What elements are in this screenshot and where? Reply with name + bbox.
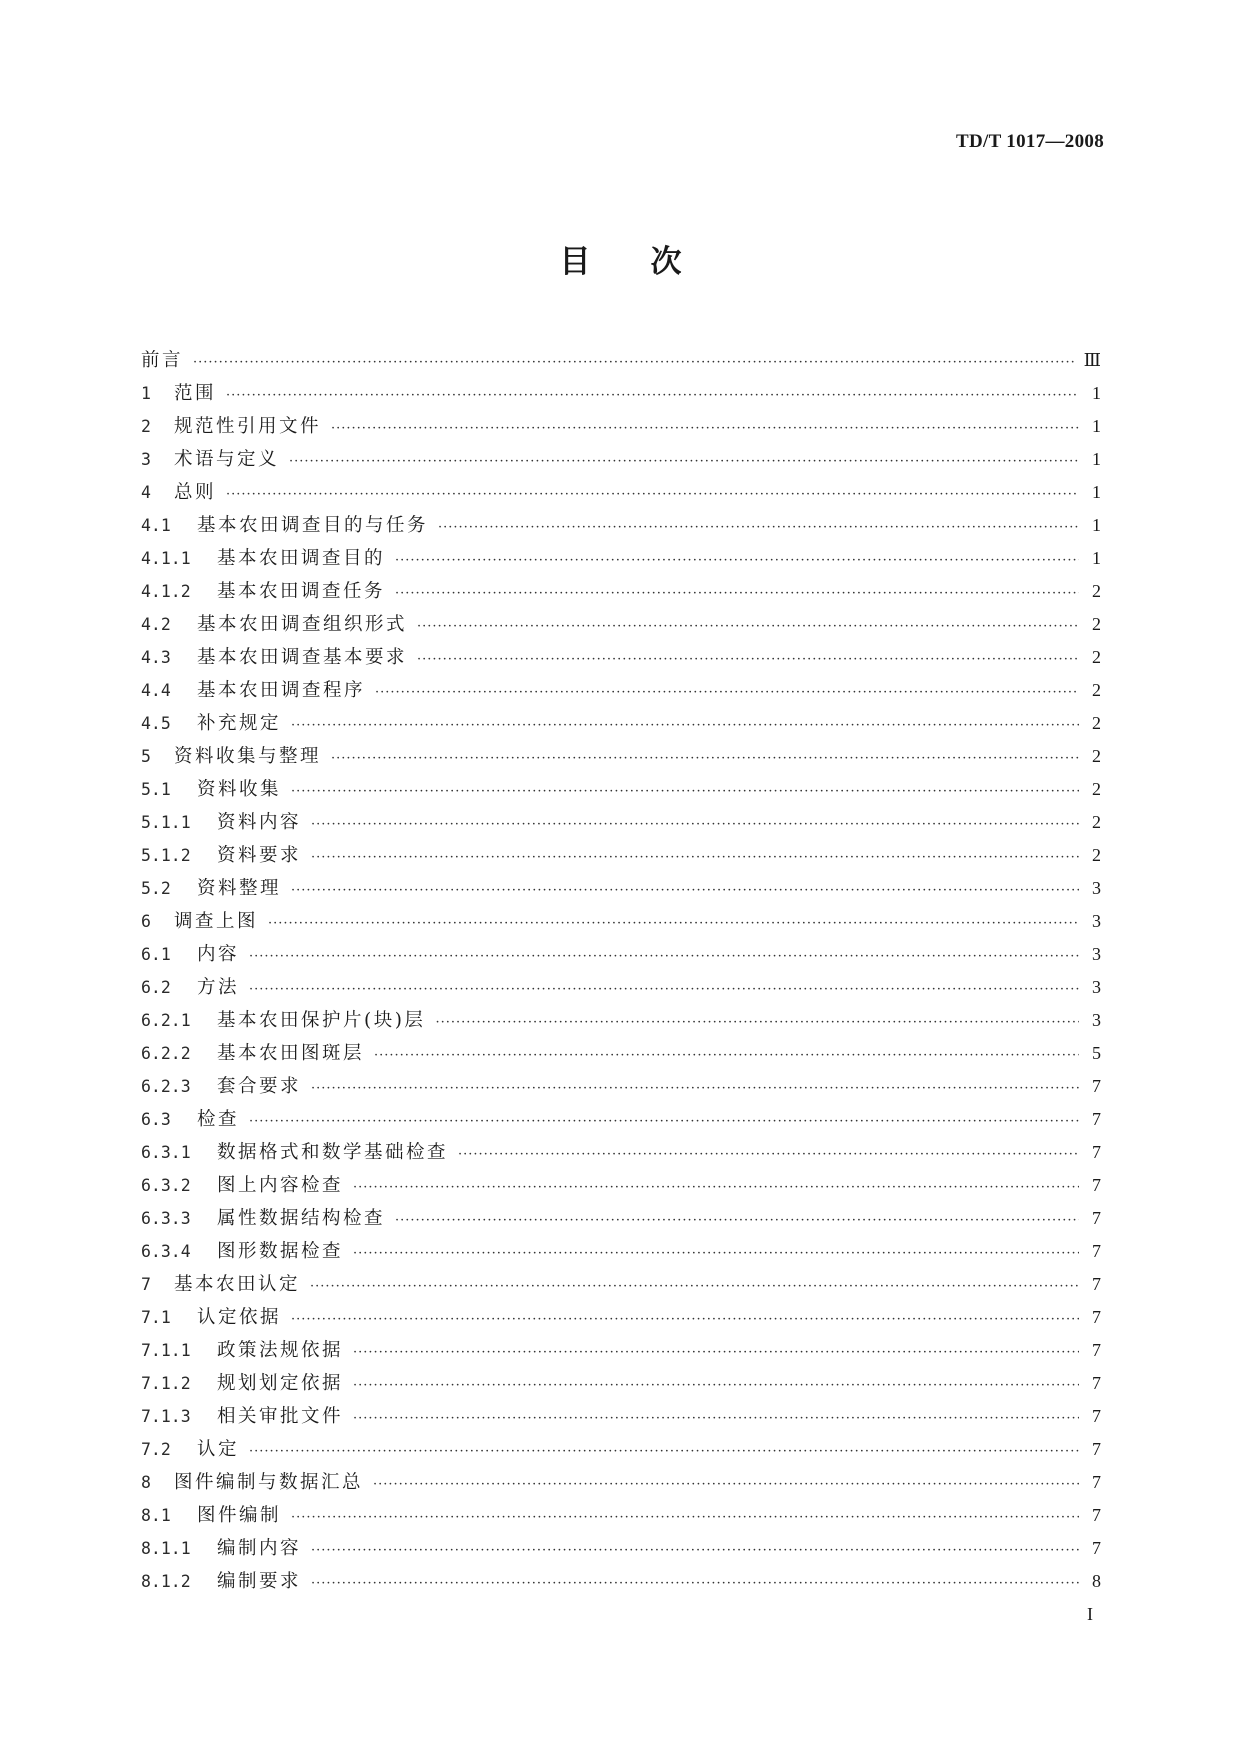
dot-leader: [311, 808, 1079, 841]
toc-entry[interactable]: [141, 377, 1101, 410]
toc-entry-title: 基本农田调查目的与任务: [197, 515, 429, 536]
table-of-contents: [141, 344, 1101, 1598]
toc-entry-title: 基本农田图斑层: [217, 1043, 365, 1064]
toc-entry[interactable]: [141, 1202, 1101, 1235]
toc-entry-page: 2: [1092, 779, 1101, 799]
dot-leader: [249, 940, 1079, 973]
toc-entry-page: 2: [1092, 746, 1101, 766]
toc-entry-title: 图形数据检查: [217, 1241, 344, 1262]
dot-leader: [291, 1501, 1079, 1534]
toc-entry-number: 4.1: [141, 516, 171, 535]
dot-leader: [249, 973, 1079, 1006]
toc-entry[interactable]: [141, 1301, 1101, 1334]
toc-entry-page: 2: [1092, 614, 1101, 634]
dot-leader: [226, 379, 1079, 412]
toc-entry-page: 1: [1092, 482, 1101, 502]
toc-entry-number: 6.2.1: [141, 1011, 191, 1030]
toc-entry[interactable]: [141, 1565, 1101, 1598]
toc-entry-title: 基本农田认定: [174, 1274, 301, 1295]
dot-leader: [249, 1105, 1079, 1138]
toc-entry[interactable]: [141, 806, 1101, 839]
toc-entry-number: 8.1.2: [141, 1572, 191, 1591]
toc-entry-number: 8.1.1: [141, 1539, 191, 1558]
toc-entry-page: 1: [1092, 416, 1101, 436]
toc-entry-title: 前言: [141, 350, 184, 371]
toc-entry-page: 7: [1092, 1439, 1101, 1459]
toc-entry[interactable]: [141, 608, 1101, 641]
toc-entry-number: 5: [141, 747, 151, 766]
toc-entry-number: 7.2: [141, 1440, 171, 1459]
toc-entry-page: 7: [1092, 1109, 1101, 1129]
dot-leader: [353, 1336, 1079, 1369]
toc-entry-title: 相关审批文件: [217, 1406, 344, 1427]
dot-leader: [311, 1534, 1079, 1567]
toc-entry-number: 6.2: [141, 978, 171, 997]
toc-entry-number: 7.1: [141, 1308, 171, 1327]
toc-entry[interactable]: [141, 905, 1101, 938]
toc-entry-number: 7.1.3: [141, 1407, 191, 1426]
toc-entry-title: 基本农田调查程序: [197, 680, 366, 701]
toc-entry[interactable]: [141, 476, 1101, 509]
toc-entry[interactable]: [141, 641, 1101, 674]
dot-leader: [311, 1072, 1079, 1105]
toc-entry-page: 7: [1092, 1274, 1101, 1294]
page-number: I: [1087, 1604, 1093, 1624]
dot-leader: [291, 709, 1079, 742]
toc-entry-title: 资料整理: [197, 878, 282, 899]
toc-entry-number: 5.1.1: [141, 813, 191, 832]
toc-entry[interactable]: [141, 1004, 1101, 1037]
toc-entry-title: 基本农田保护片(块)层: [217, 1010, 426, 1031]
toc-entry-number: 5.2: [141, 879, 171, 898]
toc-entry-title: 检查: [197, 1109, 240, 1130]
dot-leader: [395, 577, 1079, 610]
toc-entry-title: 基本农田调查组织形式: [197, 614, 408, 635]
toc-entry-number: 3: [141, 450, 151, 469]
dot-leader: [395, 544, 1079, 577]
toc-entry-title: 套合要求: [217, 1076, 302, 1097]
toc-entry[interactable]: [141, 740, 1101, 773]
toc-entry-number: 4.1.1: [141, 549, 191, 568]
toc-entry-number: 7.1.1: [141, 1341, 191, 1360]
toc-entry-page: 7: [1092, 1175, 1101, 1195]
toc-entry-number: 5.1.2: [141, 846, 191, 865]
toc-entry-number: 6.2.2: [141, 1044, 191, 1063]
toc-entry-number: 2: [141, 417, 151, 436]
toc-entry-title: 认定: [197, 1439, 240, 1460]
toc-entry-number: 1: [141, 384, 151, 403]
toc-entry-number: 7: [141, 1275, 151, 1294]
toc-entry[interactable]: [141, 1136, 1101, 1169]
toc-entry-page: 2: [1092, 713, 1101, 733]
dot-leader: [291, 1303, 1079, 1336]
toc-entry-page: 2: [1092, 581, 1101, 601]
toc-entry-page: 3: [1092, 1010, 1101, 1030]
dot-leader: [331, 412, 1079, 445]
toc-entry[interactable]: [141, 872, 1101, 905]
toc-entry-number: 6.1: [141, 945, 171, 964]
toc-entry-title: 范围: [174, 383, 217, 404]
dot-leader: [395, 1204, 1079, 1237]
dot-leader: [311, 841, 1079, 874]
toc-entry-page: 2: [1092, 812, 1101, 832]
toc-entry[interactable]: [141, 344, 1101, 377]
toc-entry-page: 7: [1092, 1208, 1101, 1228]
toc-entry-page: 8: [1092, 1571, 1101, 1591]
toc-entry[interactable]: [141, 1400, 1101, 1433]
toc-entry-page: 7: [1092, 1406, 1101, 1426]
toc-entry-page: 2: [1092, 680, 1101, 700]
toc-entry-number: 4: [141, 483, 151, 502]
dot-leader: [438, 511, 1079, 544]
toc-entry-title: 术语与定义: [174, 449, 280, 470]
dot-leader: [226, 478, 1079, 511]
toc-entry-number: 4.1.2: [141, 582, 191, 601]
toc-entry-page: 7: [1092, 1340, 1101, 1360]
toc-entry[interactable]: [141, 1169, 1101, 1202]
dot-leader: [374, 1039, 1079, 1072]
toc-entry[interactable]: [141, 839, 1101, 872]
toc-entry-page: 3: [1092, 977, 1101, 997]
toc-entry-number: 8: [141, 1473, 151, 1492]
toc-entry-number: 8.1: [141, 1506, 171, 1525]
toc-entry-title: 基本农田调查基本要求: [197, 647, 408, 668]
toc-entry[interactable]: [141, 1433, 1101, 1466]
toc-entry-title: 规范性引用文件: [174, 416, 322, 437]
toc-entry-page: 1: [1092, 548, 1101, 568]
toc-entry[interactable]: [141, 1499, 1101, 1532]
dot-leader: [435, 1006, 1079, 1039]
toc-entry-title: 属性数据结构检查: [217, 1208, 386, 1229]
dot-leader: [353, 1369, 1079, 1402]
toc-entry-number: 5.1: [141, 780, 171, 799]
dot-leader: [291, 874, 1079, 907]
dot-leader: [417, 610, 1079, 643]
dot-leader: [289, 445, 1079, 478]
toc-entry-page: 1: [1092, 383, 1101, 403]
toc-entry-page: 7: [1092, 1142, 1101, 1162]
toc-entry-number: 6.3.2: [141, 1176, 191, 1195]
toc-entry-title: 调查上图: [174, 911, 259, 932]
toc-entry[interactable]: [141, 1268, 1101, 1301]
dot-leader: [331, 742, 1079, 775]
dot-leader: [353, 1237, 1079, 1270]
toc-entry-page: 7: [1092, 1307, 1101, 1327]
toc-entry-page: 2: [1092, 845, 1101, 865]
toc-entry[interactable]: [141, 773, 1101, 806]
toc-entry-title: 资料收集: [197, 779, 282, 800]
toc-entry[interactable]: [141, 1235, 1101, 1268]
toc-entry-title: 资料要求: [217, 845, 302, 866]
dot-leader: [353, 1402, 1079, 1435]
toc-entry-page: 7: [1092, 1505, 1101, 1525]
toc-entry-page: 7: [1092, 1538, 1101, 1558]
toc-entry-number: 6.3: [141, 1110, 171, 1129]
toc-entry-number: 4.2: [141, 615, 171, 634]
toc-entry-title: 图件编制与数据汇总: [174, 1472, 364, 1493]
dot-leader: [373, 1468, 1079, 1501]
toc-entry-page: 3: [1092, 944, 1101, 964]
dot-leader: [268, 907, 1079, 940]
toc-entry-title: 编制要求: [217, 1571, 302, 1592]
dot-leader: [375, 676, 1079, 709]
toc-entry[interactable]: [141, 1532, 1101, 1565]
toc-entry[interactable]: [141, 938, 1101, 971]
dot-leader: [311, 1567, 1079, 1600]
toc-entry-number: 4.3: [141, 648, 171, 667]
toc-entry-title: 政策法规依据: [217, 1340, 344, 1361]
toc-entry[interactable]: [141, 674, 1101, 707]
dot-leader: [458, 1138, 1079, 1171]
toc-entry[interactable]: [141, 1103, 1101, 1136]
toc-entry-title: 方法: [197, 977, 240, 998]
toc-entry-title: 认定依据: [197, 1307, 282, 1328]
toc-entry[interactable]: [141, 542, 1101, 575]
dot-leader: [291, 775, 1079, 808]
toc-entry-title: 资料收集与整理: [174, 746, 322, 767]
dot-leader: [310, 1270, 1079, 1303]
toc-entry-title: 规划划定依据: [217, 1373, 344, 1394]
toc-entry[interactable]: [141, 575, 1101, 608]
toc-entry-title: 数据格式和数学基础检查: [217, 1142, 449, 1163]
toc-entry-number: 4.4: [141, 681, 171, 700]
toc-entry-number: 6.3.4: [141, 1242, 191, 1261]
toc-entry-number: 6.3.3: [141, 1209, 191, 1228]
toc-entry-title: 总则: [174, 482, 217, 503]
toc-entry-number: 6.3.1: [141, 1143, 191, 1162]
toc-entry-title: 图件编制: [197, 1505, 282, 1526]
toc-entry[interactable]: [141, 1367, 1101, 1400]
toc-entry-title: 内容: [197, 944, 240, 965]
toc-entry-number: 7.1.2: [141, 1374, 191, 1393]
toc-entry-page: 1: [1092, 449, 1101, 469]
toc-entry-page: 5: [1092, 1043, 1101, 1063]
toc-entry-number: 6.2.3: [141, 1077, 191, 1096]
dot-leader: [193, 346, 1076, 379]
page-title: 目次: [559, 244, 742, 280]
toc-entry-title: 基本农田调查目的: [217, 548, 386, 569]
dot-leader: [353, 1171, 1079, 1204]
toc-entry[interactable]: [141, 1466, 1101, 1499]
toc-entry-page: 7: [1092, 1076, 1101, 1096]
toc-entry-page: Ⅲ: [1083, 350, 1101, 370]
toc-entry-number: 6: [141, 912, 151, 931]
toc-entry-page: 3: [1092, 911, 1101, 931]
toc-entry-page: 7: [1092, 1241, 1101, 1261]
toc-entry[interactable]: [141, 443, 1101, 476]
toc-entry[interactable]: [141, 971, 1101, 1004]
dot-leader: [417, 643, 1079, 676]
dot-leader: [249, 1435, 1079, 1468]
toc-entry[interactable]: [141, 707, 1101, 740]
toc-entry[interactable]: [141, 509, 1101, 542]
toc-entry-page: 7: [1092, 1373, 1101, 1393]
toc-entry[interactable]: [141, 1037, 1101, 1070]
toc-entry[interactable]: [141, 1070, 1101, 1103]
toc-entry[interactable]: [141, 410, 1101, 443]
toc-entry-title: 图上内容检查: [217, 1175, 344, 1196]
toc-entry-page: 3: [1092, 878, 1101, 898]
toc-entry-title: 编制内容: [217, 1538, 302, 1559]
toc-entry-title: 基本农田调查任务: [217, 581, 386, 602]
toc-entry-page: 7: [1092, 1472, 1101, 1492]
standard-code: TD/T 1017—2008: [956, 131, 1104, 152]
toc-entry[interactable]: [141, 1334, 1101, 1367]
toc-entry-number: 4.5: [141, 714, 171, 733]
toc-entry-page: 1: [1092, 515, 1101, 535]
toc-entry-title: 补充规定: [197, 713, 282, 734]
toc-entry-page: 2: [1092, 647, 1101, 667]
toc-entry-title: 资料内容: [217, 812, 302, 833]
